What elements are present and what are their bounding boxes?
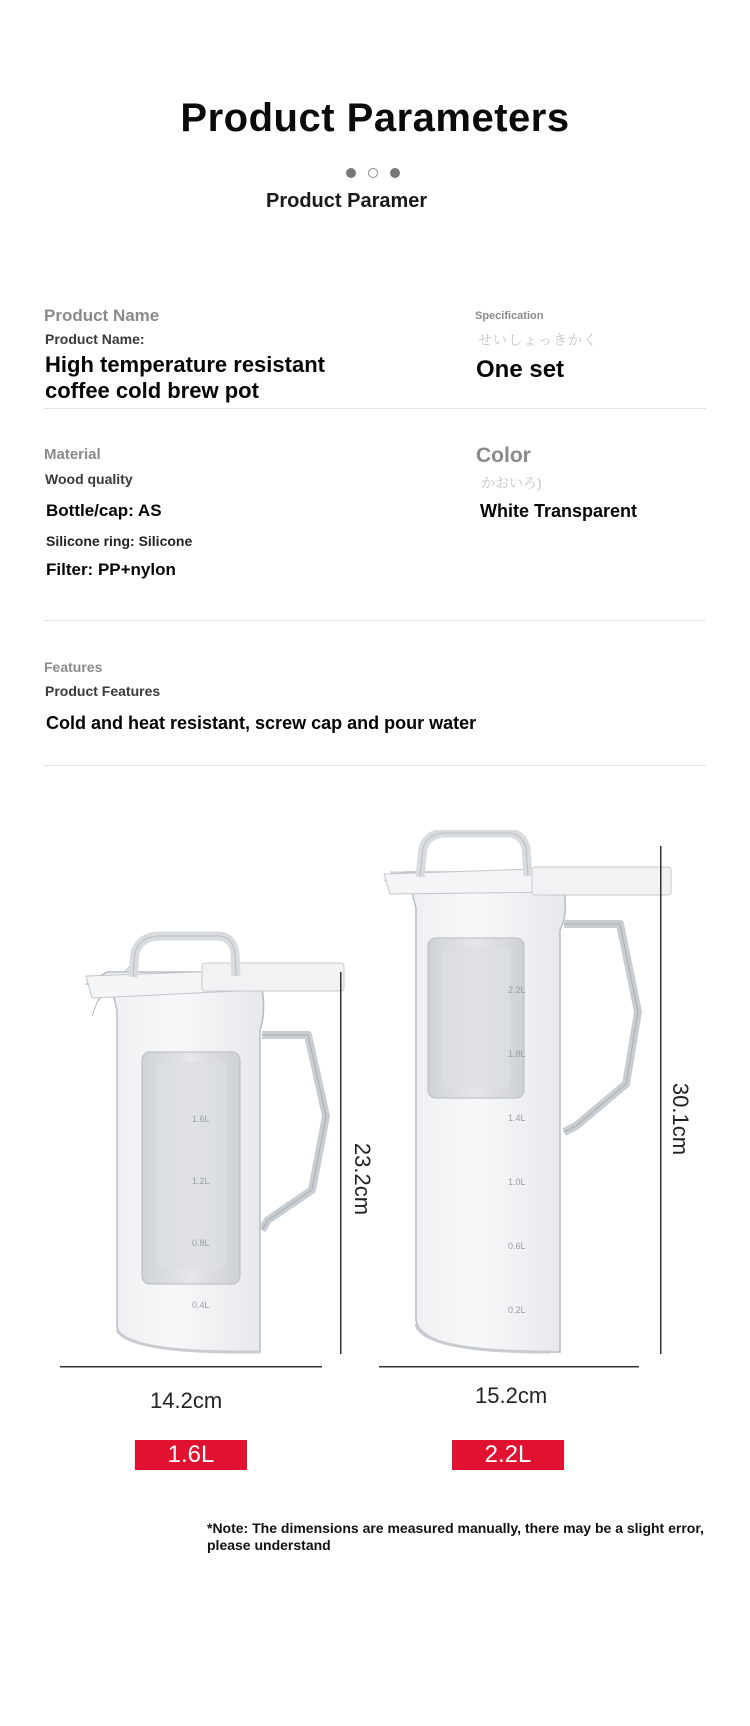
large-width-line (379, 1366, 639, 1368)
divider (44, 620, 706, 621)
features-heading: Features (44, 659, 103, 675)
note-text: *Note: The dimensions are measured manually, there may be a slight error, please understand (207, 1520, 704, 1553)
material-line3: Filter: PP+nylon (46, 560, 176, 579)
small-scale (192, 1088, 210, 1336)
product-name-value (45, 352, 325, 404)
color-kana: かおいろ) (481, 475, 542, 491)
dot-icon (390, 168, 400, 178)
scale-mark: 0.4L (192, 1300, 210, 1310)
material-heading: Material (44, 446, 101, 463)
scale-mark: 0.8L (192, 1238, 210, 1248)
dot-icon (346, 168, 356, 178)
spec-heading: Specification (475, 310, 544, 322)
scale-mark: 1.6L (192, 1114, 210, 1124)
product-name-heading: Product Name (44, 306, 160, 325)
scale-mark: 2.2L (508, 985, 526, 995)
small-capacity-badge: 1.6L (135, 1440, 247, 1470)
product-name-line1: High temperature resistant (45, 352, 325, 377)
features-sub: Product Features (45, 683, 161, 699)
features-value: Cold and heat resistant, screw cap and pour water (46, 713, 477, 733)
scale-mark: 1.0L (508, 1177, 526, 1187)
large-width-label: 15.2cm (475, 1383, 548, 1408)
small-width-line (60, 1366, 322, 1368)
product-name-line2: coffee cold brew pot (45, 378, 259, 403)
scale-mark: 1.2L (192, 1176, 210, 1186)
large-scale (508, 958, 526, 1342)
scale-mark: 1.4L (508, 1113, 526, 1123)
scale-mark: 1.8L (508, 1049, 526, 1059)
dot-hollow-icon (368, 168, 378, 178)
divider (44, 765, 706, 766)
divider (44, 408, 706, 409)
carousel-dots (346, 168, 400, 178)
page-title: Product Parameters (180, 96, 570, 140)
product-illustration (40, 830, 720, 1370)
large-height-line (660, 846, 662, 1354)
small-width-label: 14.2cm (150, 1388, 223, 1413)
small-height-label: 23.2cm (350, 1142, 375, 1216)
material-line2: Silicone ring: Silicone (46, 533, 193, 549)
page-subtitle: Product Paramer (266, 190, 428, 212)
spec-value: One set (476, 356, 565, 383)
large-height-label: 30.1cm (668, 1082, 693, 1156)
color-value: White Transparent (480, 501, 638, 521)
small-height-line (340, 972, 342, 1354)
scale-mark: 0.6L (508, 1241, 526, 1251)
product-name-sub: Product Name: (45, 331, 145, 347)
spec-kana: せいしょっきかく (478, 332, 598, 348)
color-heading: Color (476, 444, 531, 467)
material-line1: Bottle/cap: AS (46, 501, 162, 520)
small-pitcher (86, 936, 344, 1352)
large-capacity-badge: 2.2L (452, 1440, 564, 1470)
scale-mark: 0.2L (508, 1305, 526, 1315)
large-pitcher (384, 833, 671, 1352)
material-sub: Wood quality (45, 471, 133, 487)
